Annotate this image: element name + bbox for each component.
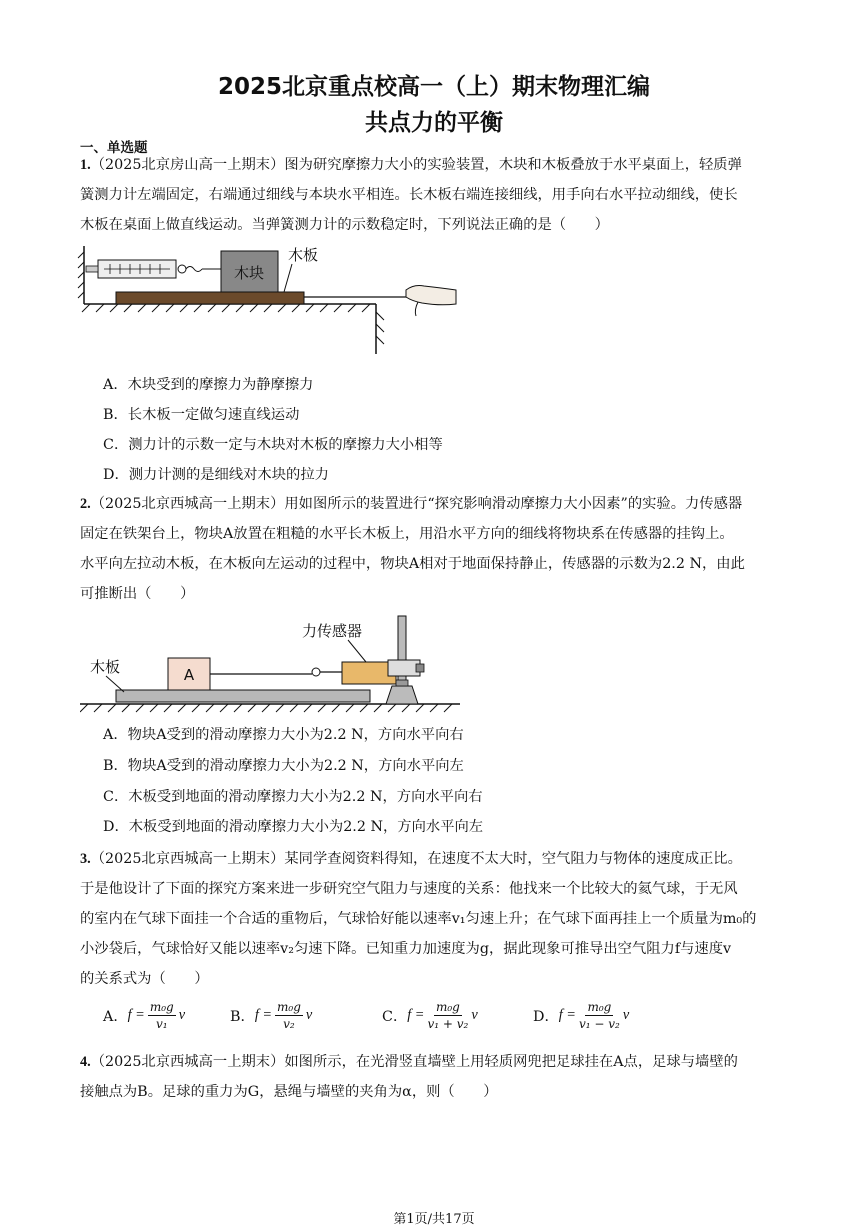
question-text-line: 固定在铁架台上，物块A放置在粗糙的水平长木板上，用沿水平方向的细线将物块系在传感器的挂钩上。 bbox=[80, 526, 734, 542]
question-text-line: 小沙袋后，气球恰好又能以速率v₂匀速下降。已知重力加速度为g，据此现象可推导出空气阻力f与速度v bbox=[80, 941, 732, 957]
question-text-line: （2025北京房山高一上期末）图为研究摩擦力大小的实验装置，木块和木板叠放于水平桌面上，轻质弹 bbox=[90, 157, 742, 173]
page-footer: 第1页/共17页 bbox=[393, 1212, 475, 1227]
block-label: 木块 bbox=[233, 264, 265, 282]
question-text-line: 可推断出（ ） bbox=[80, 586, 195, 602]
q3-option-d: D． f = $\frac{\text{m₀g}}{\text{v₁ − v₂}}$ v bbox=[533, 1000, 630, 1031]
question-text-line: （2025北京西城高一上期末）如图所示，在光滑竖直墙壁上用轻质网兜把足球挂在A点，足球与墙壁的 bbox=[90, 1054, 738, 1070]
question-text-line: 的室内在气球下面挂一个合适的重物后，气球恰好能以速率v₁匀速上升；在气球下面再挂上一个质量为m₀的 bbox=[80, 911, 757, 927]
section-heading: 一、单选题 bbox=[80, 140, 148, 156]
question-1-figure bbox=[76, 240, 466, 358]
q1-option-c: C．测力计的示数一定与木块对木板的摩擦力大小相等 bbox=[103, 437, 443, 453]
q1-option-a: A．木块受到的摩擦力为静摩擦力 bbox=[103, 377, 314, 393]
question-text-line: 木板在桌面上做直线运动。当弹簧测力计的示数稳定时，下列说法正确的是（ ） bbox=[80, 217, 609, 233]
question-text-line: 的关系式为（ ） bbox=[80, 971, 209, 987]
q3-options bbox=[103, 1000, 703, 1044]
question-text-line: 簧测力计左端固定，右端通过细线与本块水平相连。长木板右端连接细线，用手向右水平拉动细线，使长 bbox=[80, 187, 738, 203]
question-text-line: 水平向左拉动木板，在木板向左运动的过程中，物块A相对于地面保持静止，传感器的示数为2.2 N，由此 bbox=[80, 556, 745, 572]
q3-option-b: B． f = $\frac{\text{m₀g}}{\text{v₂}}$ v bbox=[230, 1000, 313, 1031]
q3-option-c: C． f = $\frac{\text{m₀g}}{\text{v₁ + v₂}}$ v bbox=[382, 1000, 478, 1031]
board-label: 木板 bbox=[90, 658, 121, 676]
question-1-stem bbox=[80, 150, 792, 240]
question-number: 4. bbox=[80, 1054, 91, 1070]
q1-option-b: B．长木板一定做匀速直线运动 bbox=[103, 407, 300, 423]
q1-option-d: D．测力计测的是细线对木块的拉力 bbox=[103, 467, 329, 483]
q3-option-a: A． f = $\frac{\text{m₀g}}{\text{v₁}}$ v bbox=[103, 1000, 186, 1031]
question-number: 2. bbox=[80, 496, 91, 512]
fraction: $\frac{\text{m₀g}}{\text{v₂}}$ bbox=[277, 1000, 301, 1031]
fraction: $\frac{\text{m₀g}}{\text{v₁ − v₂}}$ bbox=[578, 1000, 620, 1031]
board-label: 木板 bbox=[288, 246, 319, 264]
sensor-label: 力传感器 bbox=[302, 622, 363, 640]
question-text-line: （2025北京西城高一上期末）用如图所示的装置进行“探究影响滑动摩擦力大小因素”的实验。力传感器 bbox=[90, 496, 743, 512]
document-subtitle: 共点力的平衡 bbox=[365, 110, 503, 136]
hand-icon bbox=[406, 286, 456, 317]
fraction: $\frac{\text{m₀g}}{\text{v₁}}$ bbox=[149, 1000, 174, 1031]
question-number: 1. bbox=[80, 157, 91, 173]
question-text-line: （2025北京西城高一上期末）某同学查阅资料得知，在速度不太大时，空气阻力与物体的速度成正比。 bbox=[90, 851, 742, 867]
q2-option-a: A．物块A受到的滑动摩擦力大小为2.2 N，方向水平向右 bbox=[103, 727, 464, 743]
fraction: $\frac{\text{m₀g}}{\text{v₁ + v₂}}$ bbox=[427, 1000, 469, 1031]
question-3-stem bbox=[80, 844, 792, 994]
q2-option-c: C．木板受到地面的滑动摩擦力大小为2.2 N，方向水平向右 bbox=[103, 789, 483, 805]
q2-option-d: D．木板受到地面的滑动摩擦力大小为2.2 N，方向水平向左 bbox=[103, 819, 484, 835]
q2-option-b: B．物块A受到的滑动摩擦力大小为2.2 N，方向水平向左 bbox=[103, 758, 464, 774]
question-text-line: 接触点为B。足球的重力为G，悬绳与墙壁的夹角为α，则（ ） bbox=[80, 1084, 498, 1100]
block-a-label: A bbox=[183, 666, 195, 684]
question-number: 3. bbox=[80, 851, 91, 867]
question-2-figure bbox=[80, 614, 460, 714]
question-2-stem bbox=[80, 489, 792, 609]
document-title: 2025北京重点校高一（上）期末物理汇编 bbox=[217, 74, 650, 100]
question-4-stem bbox=[80, 1047, 792, 1107]
question-text-line: 于是他设计了下面的探究方案来进一步研究空气阻力与速度的关系：他找来一个比较大的氦气球，于无风 bbox=[80, 881, 738, 897]
